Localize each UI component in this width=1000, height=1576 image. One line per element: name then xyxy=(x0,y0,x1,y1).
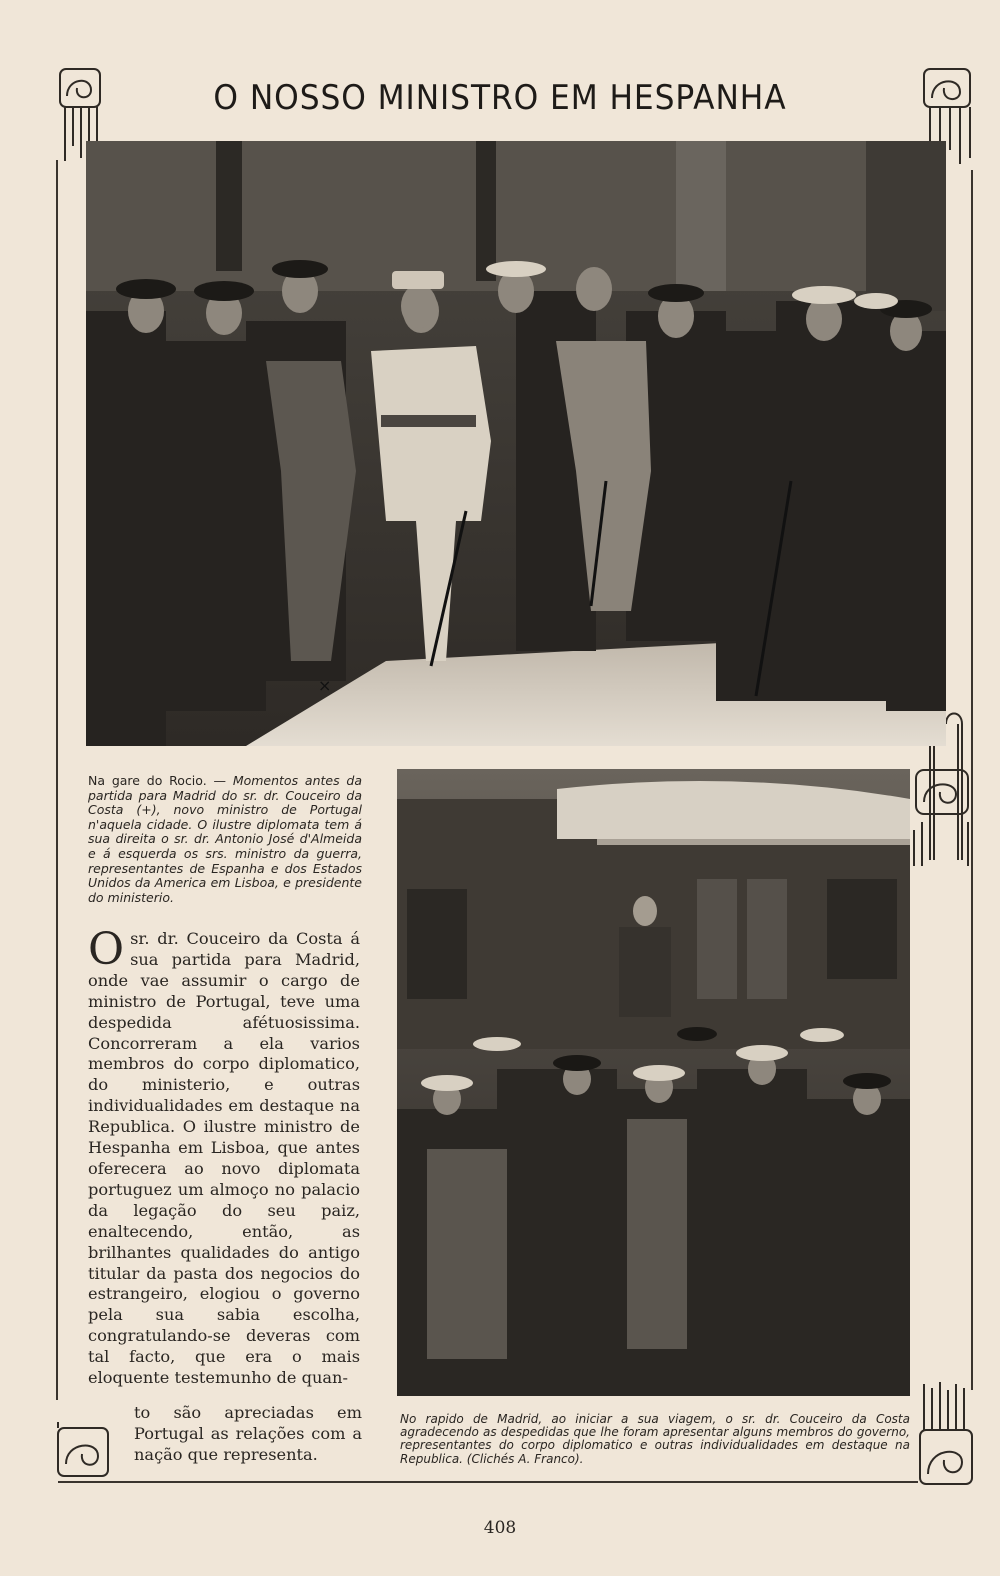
photo-marker-x: × xyxy=(318,676,332,695)
frame-bottom-rule xyxy=(58,1481,918,1483)
frame-left-rule xyxy=(56,160,58,1400)
photo-train-departure xyxy=(397,769,910,1396)
page-number: 408 xyxy=(483,1518,517,1538)
photo-station-group-image xyxy=(86,141,946,746)
caption-station-lead: Na gare do Rocio. — xyxy=(88,773,233,788)
page-title: O NOSSO MINISTRO EM HESPANHA xyxy=(213,78,787,118)
art-nouveau-ornament-bottom-left xyxy=(54,1420,114,1484)
art-nouveau-ornament-bottom-right xyxy=(916,1380,978,1488)
article-dropcap: O xyxy=(88,924,125,975)
article-body xyxy=(88,924,360,1389)
caption-train: No rapido de Madrid, ao iniciar a sua viagem, o sr. dr. Couceiro da Costa agradecendo as despedidas que lhe foram apresentar alguns membros do governo, representantes do corpo diplomatico e outras individualidades em destaque na Republica. (Clichés A. Franco). xyxy=(400,1412,910,1466)
article-text: sr. dr. Couceiro da Costa á sua partida para Madrid, onde vae assumir o cargo de ministro de Portugal, teve uma despedida afétuosissima. Concorreram a ela varios membros do corpo diplomatico, do ministerio, e outras individualidades em destaque na Republica. O ilustre ministro de Hespanha em Lisboa, que antes oferecera ao novo diplomata portuguez um almoço no palacio da legação do seu paiz, enaltecendo, então, as brilhantes qualidades do antigo titular da pasta dos negocios do estrangeiro, elogiou o governo pela sua sabia escolha, congratulando-se deveras com tal facto, que era o mais eloquente testemunho de quan- xyxy=(88,929,360,1388)
article-tail: to são apreciadas em Portugal as relações com a nação que representa. xyxy=(134,1403,362,1464)
caption-station-text: Momentos antes da partida para Madrid do sr. dr. Couceiro da Costa (+), novo ministro de Portugal n'aquela cidade. O ilustre diplomata tem á sua direita o sr. dr. Antonio José d'Almeida e á esquerda os srs. ministro da guerra, representantes de Espanha e dos Estados Unidos da America em Lisboa, e presidente do ministerio. xyxy=(88,773,362,905)
photo-station-group xyxy=(86,141,946,746)
caption-station xyxy=(88,774,362,905)
photo-train-departure-image xyxy=(397,769,910,1396)
